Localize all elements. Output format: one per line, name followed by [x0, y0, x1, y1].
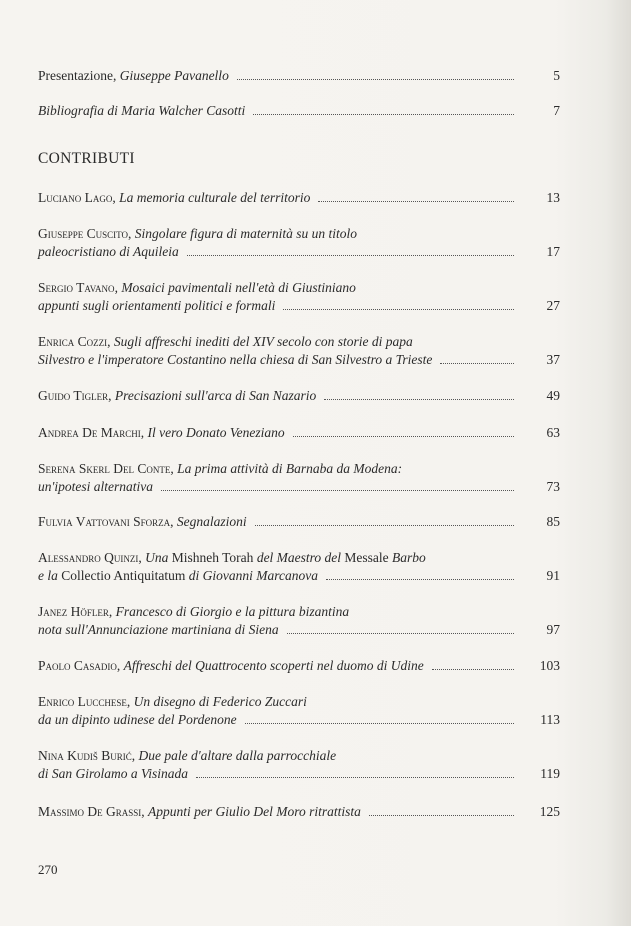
toc-entry[interactable]: Janez Höfler, Francesco di Giorgio e la pittura bizantina nota sull'Annunciazione martiniana di Siena 97 — [38, 604, 560, 637]
article-title: Affreschi del Quattrocento scoperti nel duomo di Udine — [123, 658, 424, 673]
page-number: 85 — [546, 514, 560, 529]
page-number: 125 — [539, 804, 560, 819]
toc-entry[interactable]: Luciano Lago, La memoria culturale del territorio 13 — [38, 190, 560, 205]
author: Serena Skerl Del Conte — [38, 461, 171, 476]
article-title: Due pale d'altare dalla parrocchiale — [138, 748, 337, 763]
article-title: Singolare figura di maternità su un titolo — [134, 226, 357, 241]
page-number: 119 — [540, 766, 560, 781]
toc-entry[interactable]: Fulvia Vattovani Sforza, Segnalazioni 85 — [38, 514, 560, 529]
dot-leader — [161, 489, 514, 491]
author: Massimo De Grassi — [38, 804, 142, 819]
toc-entry[interactable]: Alessandro Quinzi, Una Mishneh Torah del Maestro del Messale Barbo e la Collectio Antiquitatum di Giovanni Marcanova 91 — [38, 550, 560, 583]
dot-leader — [324, 398, 514, 400]
author: Andrea De Marchi — [38, 425, 141, 440]
entry-text: Presentazione, Giuseppe Pavanello — [38, 68, 229, 83]
page-number: 73 — [546, 479, 560, 494]
toc-entry[interactable]: Enrica Cozzi, Sugli affreschi inediti del XIV secolo con storie di papa Silvestro e l'imperatore Costantino nella chiesa di San Silvestro a Trieste 37 — [38, 334, 560, 367]
article-title: Silvestro e l'imperatore Costantino nella chiesa di San Silvestro a Trieste — [38, 352, 433, 367]
author: Sergio Tavano — [38, 280, 115, 295]
dot-leader — [293, 435, 514, 437]
article-title: da un dipinto udinese del Pordenone — [38, 712, 237, 727]
article-title: Appunti per Giulio Del Moro ritrattista — [148, 804, 361, 819]
page-number: 49 — [546, 388, 560, 403]
entry-text: Bibliografia di Maria Walcher Casotti — [38, 103, 246, 118]
toc-entry[interactable]: Paolo Casadio, Affreschi del Quattrocento scoperti nel duomo di Udine 103 — [38, 658, 560, 673]
dot-leader — [287, 632, 514, 634]
page-number: 63 — [546, 425, 560, 440]
dot-leader — [432, 668, 514, 670]
author: Fulvia Vattovani Sforza — [38, 514, 171, 529]
author: Luciano Lago — [38, 190, 113, 205]
article-title: paleocristiano di Aquileia — [38, 244, 179, 259]
toc-entry[interactable]: Enrico Lucchese, Un disegno di Federico Zuccari da un dipinto udinese del Pordenone 113 — [38, 694, 560, 727]
page-number: 97 — [546, 622, 560, 637]
dot-leader — [196, 776, 514, 778]
article-title: Segnalazioni — [176, 514, 247, 529]
author: Enrico Lucchese — [38, 694, 127, 709]
toc-entry[interactable]: Serena Skerl Del Conte, La prima attività di Barnaba da Modena: un'ipotesi alternativa 73 — [38, 461, 560, 494]
article-title: Sugli affreschi inediti del XIV secolo con storie di papa — [113, 334, 413, 349]
article-title: Un disegno di Federico Zuccari — [133, 694, 307, 709]
dot-leader — [245, 722, 514, 724]
dot-leader — [318, 200, 514, 202]
article-title: Precisazioni sull'arca di San Nazario — [114, 388, 317, 403]
page-number: 103 — [539, 658, 560, 673]
page-number: 17 — [546, 244, 560, 259]
toc-entry-presentazione[interactable] — [38, 67, 560, 85]
toc-entry[interactable]: Sergio Tavano, Mosaici pavimentali nell'età di Giustiniano appunti sugli orientamenti politici e formali 27 — [38, 280, 560, 313]
author: Paolo Casadio — [38, 658, 117, 673]
toc-entry[interactable]: Guido Tigler, Precisazioni sull'arca di San Nazario 49 — [38, 388, 560, 403]
toc-entry[interactable]: Andrea De Marchi, Il vero Donato Veneziano 63 — [38, 425, 560, 440]
toc-entry-bibliografia[interactable] — [38, 102, 560, 120]
dot-leader — [326, 578, 514, 580]
author: Giuseppe Cuscito — [38, 226, 128, 241]
article-title: La memoria culturale del territorio — [119, 190, 311, 205]
article-title: di San Girolamo a Visinada — [38, 766, 189, 781]
author: Enrica Cozzi — [38, 334, 108, 349]
article-title: nota sull'Annunciazione martiniana di Siena — [38, 622, 279, 637]
author: Nina Kudiš Burić — [38, 748, 132, 763]
article-title: un'ipotesi alternativa — [38, 479, 154, 494]
dot-leader — [440, 362, 514, 364]
page-number: 37 — [546, 352, 560, 367]
article-title: La prima attività di Barnaba da Modena: — [177, 461, 403, 476]
dot-leader — [253, 113, 514, 115]
dot-leader — [187, 254, 514, 256]
section-heading: CONTRIBUTI — [38, 150, 135, 167]
dot-leader — [255, 524, 514, 526]
dot-leader — [237, 78, 514, 80]
article-title: Francesco di Giorgio e la pittura bizantina — [115, 604, 350, 619]
author: Janez Höfler — [38, 604, 109, 619]
article-title: Il vero Donato Veneziano — [147, 425, 285, 440]
article-title: appunti sugli orientamenti politici e formali — [38, 298, 276, 313]
toc-entry[interactable]: Giuseppe Cuscito, Singolare figura di maternità su un titolo paleocristiano di Aquileia 17 — [38, 226, 560, 259]
dot-leader — [283, 308, 514, 310]
dot-leader — [369, 814, 514, 816]
toc-entry[interactable]: Massimo De Grassi, Appunti per Giulio Del Moro ritrattista 125 — [38, 804, 560, 819]
folio-page-number: 270 — [38, 862, 58, 877]
page-number: 5 — [553, 68, 560, 83]
article-title: Mosaici pavimentali nell'età di Giustiniano — [121, 280, 356, 295]
page-number: 113 — [540, 712, 560, 727]
page-number: 13 — [546, 190, 560, 205]
author: Guido Tigler — [38, 388, 109, 403]
page-number: 27 — [546, 298, 560, 313]
toc-entry[interactable]: Nina Kudiš Burić, Due pale d'altare dalla parrocchiale di San Girolamo a Visinada 119 — [38, 748, 560, 781]
author: Alessandro Quinzi — [38, 550, 139, 565]
page-number: 91 — [546, 568, 560, 583]
page-number: 7 — [553, 103, 560, 118]
